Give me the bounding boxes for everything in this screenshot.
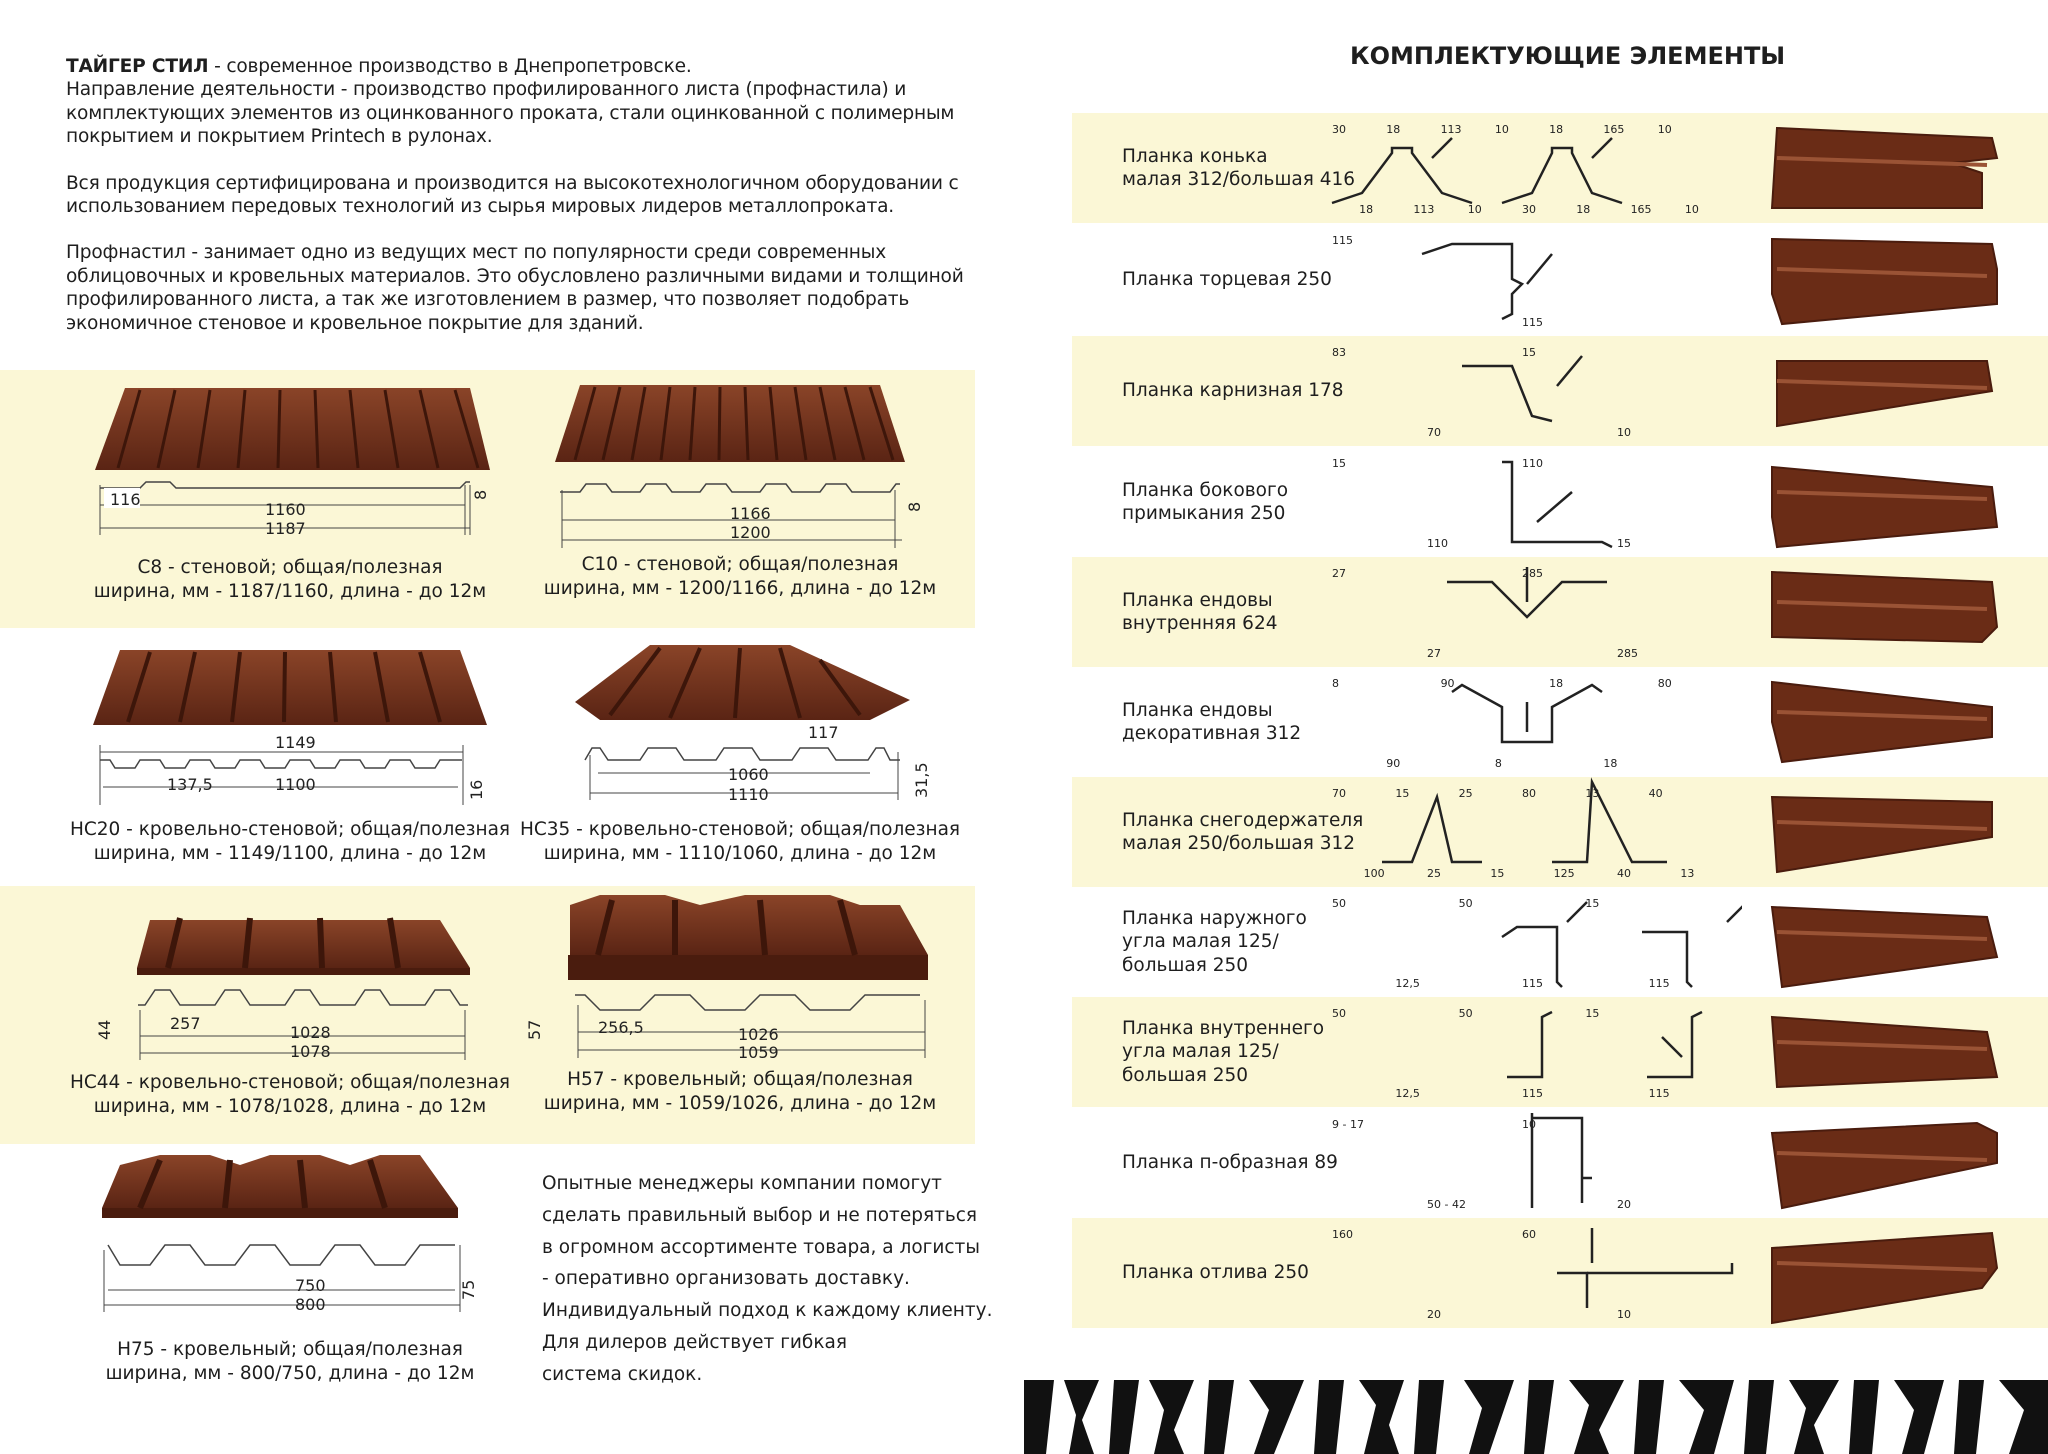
dim-h57-57: 57 [525,1019,544,1040]
component-label: Планка конька малая 312/большая 416 [1122,145,1356,190]
component-dim: 15 [1585,897,1600,910]
component-dim: 113 [1413,203,1435,216]
component-row [1072,1108,2048,1218]
component-dim: 20 [1617,1198,1631,1211]
component-row [1072,997,2048,1107]
component-drawing [1302,557,1742,667]
component-dim: 27 [1332,567,1346,580]
component-dim: 20 [1427,1308,1441,1321]
dim-c8-8: 8 [471,489,490,500]
component-dim: 115 [1522,1087,1543,1100]
component-dim: 70 [1332,787,1346,800]
component-label: Планка снегодержателя малая 250/большая 312 [1122,809,1364,854]
component-dim: 15 [1585,1007,1600,1020]
managers-note: Опытные менеджеры компании помогут сделать правильный выбор и не потеряться в огромном ассортименте товара, а логисты - оперативно организовать доставку. Индивидуальный подход к каждому клиенту. Для дилеров действует гибкая система скидок. [542,1173,993,1385]
component-dim: 285 [1522,567,1543,580]
component-label: Планка наружного угла малая 125/ большая 250 [1122,907,1307,976]
component-dim: 100 [1363,867,1385,880]
dim-h57-256: 256,5 [598,1018,644,1037]
component-drawing [1302,1108,1742,1218]
component-label: Планка отлива 250 [1122,1262,1309,1284]
component-dim: 15 [1617,537,1631,550]
component-dim: 18 [1386,123,1401,136]
component-dim: 113 [1440,123,1462,136]
dim-h57-1059: 1059 [738,1043,779,1062]
dim-hc35-1060: 1060 [728,765,769,784]
component-row [1072,557,2048,667]
component-dim: 10 [1657,123,1672,136]
component-dim: 110 [1522,457,1543,470]
intro-line1: - современное производство в Днепропетровске. [208,56,692,77]
component-dim: 115 [1648,1087,1670,1100]
component-drawing [1302,997,1742,1107]
component-dim: 8 [1494,757,1502,770]
component-dim: 30 [1522,203,1536,216]
intro-line2: Направление деятельности - производство профилированного листа (профнастила) и комплектующих элементов из оцинкованного проката, стали оцинкованной с полимерным покрытием и покрытием Printech в рулонах. [66,79,955,148]
dim-hc44-257: 257 [170,1014,201,1033]
component-row [1072,887,2048,997]
component-photo [1752,557,2002,667]
component-dim: 115 [1332,234,1353,247]
component-dim: 15 [1490,867,1505,880]
component-drawing [1302,447,1742,557]
component-row [1072,667,2048,777]
component-dim: 10 [1617,1308,1631,1321]
component-dim: 50 [1332,897,1346,910]
component-photo [1752,447,2002,557]
component-dim: 15 [1332,457,1346,470]
component-photo [1752,1108,2002,1218]
component-photo [1752,667,2002,777]
dim-c10-1166: 1166 [730,504,771,523]
component-dim: 80 [1657,677,1672,690]
dim-hc20-16: 16 [467,779,486,800]
component-dim: 110 [1427,537,1448,550]
dim-h75-800: 800 [295,1295,326,1314]
component-dim: 115 [1522,316,1543,329]
component-row [1072,447,2048,557]
caption-c10: С10 - стеновой; общая/полезная ширина, мм - 1200/1166, длина - до 12м [543,554,937,599]
dim-c10-8: 8 [905,501,924,512]
component-dim: 115 [1648,977,1670,990]
component-dim: 80 [1522,787,1536,800]
component-dim: 27 [1427,647,1441,660]
caption-c8: С8 - стеновой; общая/полезная ширина, мм - 1187/1160, длина - до 12м [93,557,487,602]
caption-h57: Н57 - кровельный; общая/полезная ширина, мм - 1059/1026, длина - до 12м [543,1069,937,1114]
component-dim: 25 [1458,787,1473,800]
dim-hc20-1100: 1100 [275,775,316,794]
component-dim: 9 - 17 [1332,1118,1364,1131]
component-dim: 18 [1603,757,1618,770]
component-dim: 50 [1332,1007,1346,1020]
component-photo [1752,336,2002,446]
component-drawing [1302,667,1742,777]
dim-hc44-44: 44 [95,1019,114,1040]
component-photo [1752,777,2002,887]
component-photo [1752,224,2002,336]
component-row [1072,113,2048,223]
intro-para3: Профнастил - занимает одно из ведущих мест по популярности среди современных облицовочных и кровельных материалов. Это обусловлено различными видами и толщиной профилированного листа, а так же изготовлением в размер, что позволяет подобрать экономичное стеновое и кровельное покрытие для зданий. [66,242,964,334]
component-drawing [1302,887,1742,997]
component-photo [1752,997,2002,1107]
component-dim: 115 [1522,977,1543,990]
component-label: Планка внутреннего угла малая 125/ большая 250 [1122,1017,1325,1086]
component-dim: 13 [1585,787,1600,800]
component-dim: 90 [1386,757,1401,770]
component-drawing [1302,777,1742,887]
component-photo [1752,113,2002,223]
component-dim: 8 [1332,677,1339,690]
component-dim: 15 [1395,787,1410,800]
component-dim: 165 [1630,203,1652,216]
company-name: ТАЙГЕР СТИЛ [66,56,209,77]
component-row [1072,777,2048,887]
component-dim: 10 [1522,1118,1536,1131]
component-dim: 125 [1553,867,1575,880]
component-dim: 10 [1684,203,1699,216]
component-dim: 18 [1549,123,1564,136]
component-dim: 10 [1617,426,1631,439]
component-row [1072,336,2048,446]
dim-hc35-117: 117 [808,723,839,742]
dim-c10-1200: 1200 [730,523,771,542]
component-dim: 83 [1332,346,1346,359]
component-label: Планка торцевая 250 [1122,269,1332,291]
dim-hc44-1078: 1078 [290,1042,331,1061]
component-label: Планка ендовы внутренняя 624 [1122,589,1278,634]
dim-h57-1026: 1026 [738,1025,779,1044]
component-dim: 18 [1576,203,1591,216]
component-dim: 15 [1522,346,1536,359]
component-label: Планка ендовы декоративная 312 [1122,699,1302,744]
component-drawing [1302,224,1742,336]
dim-h75-750: 750 [295,1276,326,1295]
component-row [1072,224,2048,336]
component-dim: 25 [1427,867,1441,880]
component-dim: 10 [1467,203,1482,216]
component-dim: 18 [1549,677,1564,690]
component-dim: 12,5 [1395,1087,1420,1100]
component-dim: 165 [1603,123,1625,136]
caption-h75: Н75 - кровельный; общая/полезная ширина, мм - 800/750, длина - до 12м [105,1339,475,1384]
component-dim: 285 [1617,647,1638,660]
component-drawing [1302,336,1742,446]
caption-hc35: НС35 - кровельно-стеновой; общая/полезная ширина, мм - 1110/1060, длина - до 12м [519,819,961,864]
dim-c8-1160: 1160 [265,500,306,519]
component-photo [1752,1218,2002,1328]
dim-hc35-31: 31,5 [912,762,931,798]
component-dim: 18 [1359,203,1374,216]
component-dim: 40 [1648,787,1663,800]
component-dim: 12,5 [1395,977,1420,990]
component-dim: 160 [1332,1228,1353,1241]
dim-c8-1187: 1187 [265,519,306,538]
component-photo [1752,887,2002,997]
caption-hc44: НС44 - кровельно-стеновой; общая/полезная ширина, мм - 1078/1028, длина - до 12м [69,1072,511,1117]
component-dim: 30 [1332,123,1346,136]
dim-hc20-1149: 1149 [275,733,316,752]
sheet-h75 [102,1155,460,1312]
component-label: Планка бокового примыкания 250 [1122,479,1289,524]
dim-h75-75: 75 [459,1279,478,1300]
dim-c8-116: 116 [110,490,141,509]
component-dim: 70 [1427,426,1441,439]
dim-hc20-137: 137,5 [167,775,213,794]
component-dim: 50 [1458,1007,1473,1020]
caption-hc20: НС20 - кровельно-стеновой; общая/полезная ширина, мм - 1149/1100, длина - до 12м [69,819,511,864]
zebra-stripe-decoration [1024,1380,2048,1454]
intro-para2: Вся продукция сертифицирована и производится на высокотехнологичном оборудовании с использованием передовых технологий из сырья мировых лидеров металлопроката. [66,172,959,218]
component-dim: 40 [1617,867,1631,880]
component-dim: 60 [1522,1228,1536,1241]
component-row [1072,1218,2048,1328]
component-dim: 90 [1440,677,1455,690]
component-label: Планка карнизная 178 [1122,380,1344,402]
component-dim: 50 - 42 [1427,1198,1466,1211]
component-drawing [1302,1218,1742,1328]
dim-hc44-1028: 1028 [290,1023,331,1042]
components-title: КОМПЛЕКТУЮЩИЕ ЭЛЕМЕНТЫ [1350,42,1786,70]
component-dim: 13 [1680,867,1695,880]
component-label: Планка п-образная 89 [1122,1152,1338,1174]
component-dim: 10 [1494,123,1509,136]
component-drawing [1302,113,1742,223]
component-dim: 50 [1458,897,1473,910]
dim-hc35-1110: 1110 [728,785,769,804]
